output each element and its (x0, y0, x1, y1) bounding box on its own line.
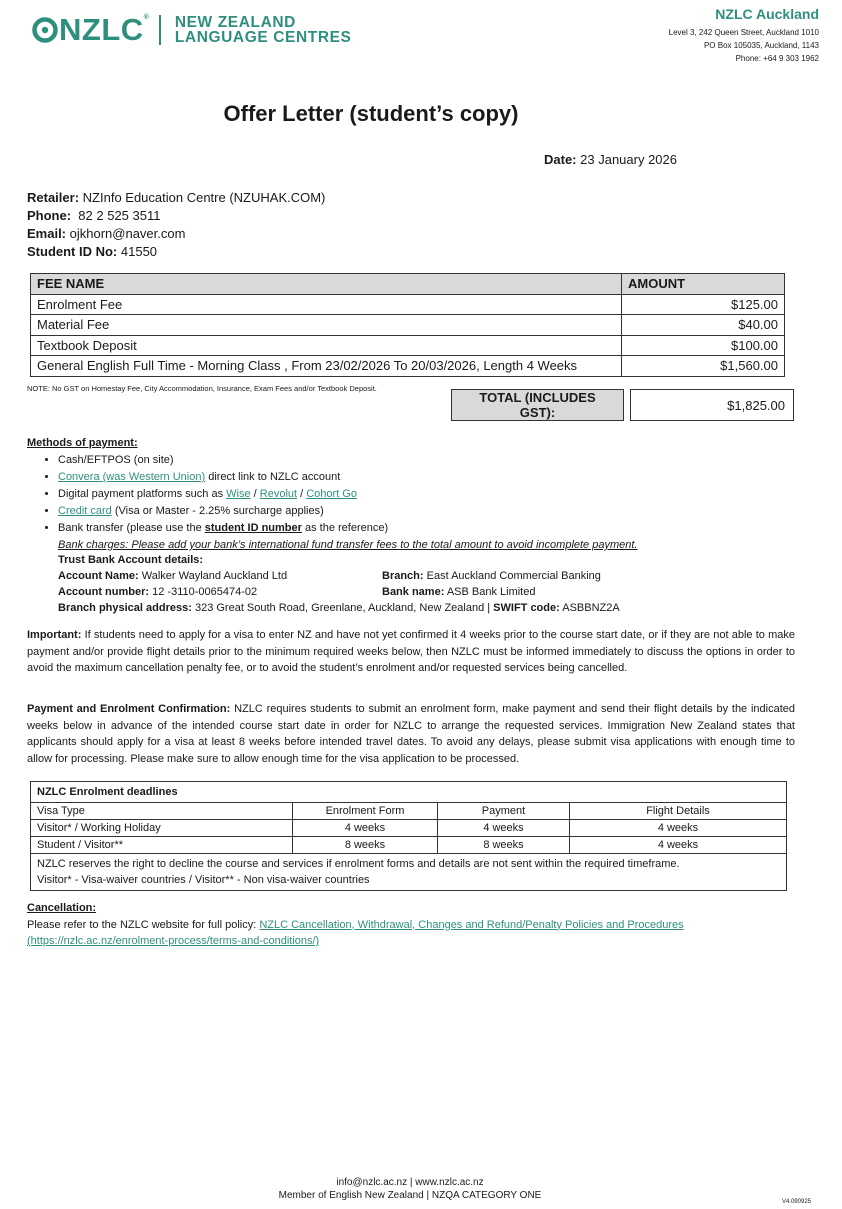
retailer-block (27, 189, 325, 261)
phone-label: Phone: (27, 208, 72, 223)
date-label: Date: (544, 152, 577, 167)
bank-row (58, 584, 620, 600)
bank-text: Bank transfer (please use the (58, 522, 205, 534)
visa-type: Visitor* / Working Holiday (31, 820, 293, 837)
cancellation-heading: Cancellation: (27, 902, 97, 914)
flight-details-header: Flight Details (570, 803, 787, 820)
wise-link[interactable]: Wise (226, 488, 251, 500)
office-details (669, 6, 819, 65)
cash-text: Cash/EFTPOS (on site) (58, 454, 174, 466)
flight-weeks: 4 weeks (570, 837, 787, 854)
bank-name-label: Bank name: (382, 586, 445, 598)
swift-label: SWIFT code: (493, 602, 560, 614)
deadlines-note-2: Visitor* - Visa-waiver countries / Visitor** - Non visa-waiver countries (37, 874, 370, 886)
trust-heading: Trust Bank Account details: (58, 554, 204, 566)
total-table (451, 389, 794, 421)
logo-line-1: NEW ZEALAND (174, 14, 296, 31)
fee-amount: $125.00 (622, 294, 785, 315)
fee-amount: $40.00 (622, 315, 785, 336)
office-address-1: Level 3, 242 Queen Street, Auckland 1010 (668, 28, 819, 37)
payment-convera (58, 469, 817, 486)
fee-name: Textbook Deposit (31, 335, 622, 356)
address-label: Branch physical address: (58, 602, 192, 614)
student-id-emphasis: student ID number (204, 522, 302, 534)
student-id-value: 41550 (120, 244, 158, 259)
nzlc-logo (32, 12, 352, 48)
version-label: V4.090925 (781, 1199, 811, 1205)
convera-text: direct link to NZLC account (205, 471, 341, 483)
office-phone: Phone: +64 9 303 1962 (735, 54, 819, 63)
payment-weeks: 8 weeks (438, 837, 570, 854)
deadlines-notes (31, 854, 787, 891)
deadlines-title: NZLC Enrolment deadlines (31, 782, 787, 803)
total-value: $1,825.00 (631, 390, 794, 421)
footer-membership: Member of English New Zealand | NZQA CATEGORY ONE (278, 1190, 542, 1201)
office-name: NZLC Auckland (715, 6, 819, 22)
total-label: TOTAL (INCLUDES GST): (452, 390, 624, 421)
bank-row (58, 568, 620, 584)
office-address-2: PO Box 105035, Auckland, 1143 (703, 41, 819, 50)
page-title: Offer Letter (student’s copy) (223, 101, 519, 126)
account-number: 12 -3110-0065474-02 (152, 586, 258, 598)
retailer-label: Retailer: (27, 190, 80, 205)
cancellation-text: Please refer to the NZLC website for full policy: (27, 918, 260, 931)
logo-line-2: LANGUAGE CENTRES (174, 29, 352, 46)
credit-card-link[interactable]: Credit card (58, 505, 112, 517)
deadlines-note-1: NZLC reserves the right to decline the course and services if enrolment forms and details are not sent within the required timeframe. (37, 858, 680, 870)
cancellation-policy-link[interactable]: NZLC Cancellation, Withdrawal, Changes and Refund/Penalty Policies and Procedures (259, 918, 684, 931)
payment-heading: Methods of payment: (27, 437, 138, 449)
cohort-go-link[interactable]: Cohort Go (306, 488, 357, 500)
convera-link[interactable]: Convera (was Western Union) (58, 471, 206, 483)
fee-row (31, 335, 785, 356)
confirmation-label: Payment and Enrolment Confirmation: (27, 703, 231, 715)
branch-value: East Auckland Commercial Banking (426, 570, 601, 582)
fee-row (31, 356, 785, 377)
email-label: Email: (27, 226, 67, 241)
bank-text-end: as the reference) (301, 522, 389, 534)
koru-icon (32, 17, 58, 43)
date-value: 23 January 2026 (580, 152, 677, 167)
deadlines-row (31, 837, 787, 854)
fee-table-header (31, 274, 785, 295)
important-text: If students need to apply for a visa to enter NZ and have not yet confirmed it 4 weeks prior to the course start date, or if they are not able to make payment and/or provide flight details prior to the minimum required weeks below, then NZLC must be informed immediately to discuss the options in order to avoid the maximum cancellation penalty fee, or to avoid the student’s enrolment and/or requested services being cancelled. (27, 629, 795, 674)
fee-table (30, 273, 785, 377)
bank-name: ASB Bank Limited (446, 586, 536, 598)
email-value: ojkhorn@naver.com (69, 226, 186, 241)
cancellation-section (27, 900, 817, 950)
separator: / (297, 488, 307, 500)
cancellation-url-link[interactable]: (https://nzlc.ac.nz/enrolment-process/terms-and-conditions/) (27, 935, 320, 947)
fee-amount: $100.00 (622, 335, 785, 356)
registered-mark: ® (143, 14, 150, 21)
visa-type: Student / Visitor** (31, 837, 293, 854)
confirmation-paragraph (27, 701, 795, 767)
bank-address-row (58, 600, 620, 616)
letter-date (544, 152, 677, 167)
payment-list (27, 452, 817, 537)
payment-methods (27, 435, 817, 554)
fee-row (31, 315, 785, 336)
fee-row (31, 294, 785, 315)
logo-name (175, 15, 352, 45)
swift-value: ASBBNZ2A (562, 602, 620, 614)
separator: / (250, 488, 260, 500)
retailer-value: NZInfo Education Centre (NZUHAK.COM) (82, 190, 326, 205)
logo-text: NZLC (59, 12, 144, 47)
gst-note: NOTE: No GST on Homestay Fee, City Accommodation, Insurance, Exam Fees and/or Textbook Deposit. (27, 384, 377, 393)
fee-name-header: FEE NAME (31, 274, 622, 295)
branch-label: Branch: (382, 570, 424, 582)
credit-text: (Visa or Master - 2.25% surcharge applies) (111, 505, 324, 517)
digital-text: Digital payment platforms such as (58, 488, 227, 500)
deadlines-row (31, 820, 787, 837)
account-name: Walker Wayland Auckland Ltd (141, 570, 288, 582)
student-id-label: Student ID No: (27, 244, 118, 259)
footer (0, 1176, 820, 1202)
payment-cash (58, 452, 817, 469)
address-value: 323 Great South Road, Greenlane, Auckland, New Zealand | (194, 602, 491, 614)
phone-value: 82 2 525 3511 (78, 208, 161, 223)
payment-header: Payment (438, 803, 570, 820)
logo-mark (32, 12, 149, 48)
amount-header: AMOUNT (622, 274, 785, 295)
account-name-label: Account Name: (58, 570, 139, 582)
enrolment-weeks: 4 weeks (293, 820, 438, 837)
account-number-label: Account number: (58, 586, 150, 598)
email-line (27, 225, 325, 243)
payment-bank (58, 520, 817, 537)
visa-type-header: Visa Type (31, 803, 293, 820)
trust-bank-details (58, 552, 620, 616)
flight-weeks: 4 weeks (570, 820, 787, 837)
important-paragraph (27, 627, 795, 677)
revolut-link[interactable]: Revolut (259, 488, 298, 500)
enrolment-weeks: 8 weeks (293, 837, 438, 854)
deadlines-header (31, 803, 787, 820)
confirmation-text: NZLC requires students to submit an enrolment form, make payment and send their flight details by the indicated weeks below in advance of the intended course start date in order for NZLC to arrange the requested services. Immigration New Zealand states that applicants should apply for a visa at least 8 weeks before intended travel dates. To avoid any delays, please submit visa applications with enough time to allow for processing. Please make sure to allow enough time for the visa application to be processed. (27, 703, 795, 765)
payment-credit (58, 503, 817, 520)
fee-name: Material Fee (31, 315, 622, 336)
deadlines-table (30, 781, 787, 891)
fee-name: General English Full Time - Morning Class , From 23/02/2026 To 20/03/2026, Length 4 Weeks (31, 356, 622, 377)
fee-amount: $1,560.00 (622, 356, 785, 377)
logo-divider (159, 15, 161, 45)
payment-digital (58, 486, 817, 503)
retailer-line (27, 189, 325, 207)
enrolment-form-header: Enrolment Form (293, 803, 438, 820)
footer-contact: info@nzlc.ac.nz | www.nzlc.ac.nz (336, 1177, 484, 1188)
payment-weeks: 4 weeks (438, 820, 570, 837)
phone-line (27, 207, 325, 225)
student-id-line (27, 243, 325, 261)
fee-name: Enrolment Fee (31, 294, 622, 315)
bank-charges-note: Bank charges: Please add your bank’s international fund transfer fees to the total amount to avoid incomplete payment. (58, 539, 638, 551)
important-label: Important: (27, 629, 82, 641)
